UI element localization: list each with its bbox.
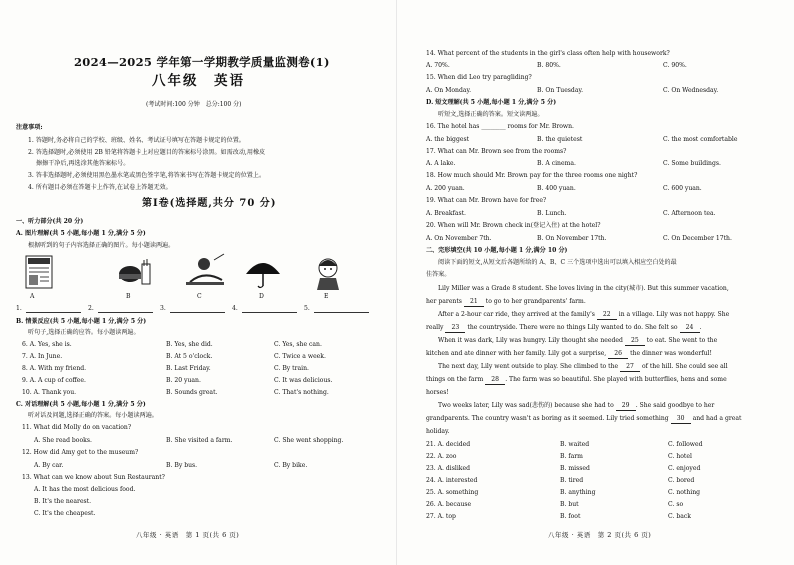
cloze-blank[interactable]: 25 [625, 337, 645, 346]
part-a-heading: A. 图片理解(共 5 小题,每小题 1 分,满分 5 分) [16, 230, 146, 237]
option-b: B. She visited a farm. [166, 437, 233, 444]
option-c: C. It's the cheapest. [34, 510, 96, 517]
part-a-instruction: 根据听到的句子内容选择正确的图片。每小题读两遍。 [28, 242, 175, 249]
picture-b-food [119, 259, 150, 284]
question: 16. The hotel has ________ rooms for Mr. Brown. [426, 123, 574, 130]
passage-line: After a 2-hour car ride, they arrived at the family's 22 in a village. Lily was not happy. She [438, 311, 730, 318]
answer-blank[interactable] [26, 312, 81, 313]
option-a: 7. A. In June. [22, 353, 63, 360]
picture-d-umbrella [246, 263, 280, 288]
option-a: 23. A. disliked [426, 465, 470, 472]
exam-title: 2024—2025 学年第一学期教学质量监测卷(1) [74, 55, 330, 69]
passage-line: holiday. [426, 428, 450, 435]
page-1 [8, 0, 388, 565]
picture-label: A [30, 293, 35, 300]
question: 18. How much should Mr. Brown pay for the three rooms one night? [426, 172, 638, 179]
option-c: C. hotel [668, 453, 692, 460]
notice-line: 1. 答题时,务必将自己的学校、班级、姓名、考试证号填写在答题卡规定的位置。 [28, 137, 245, 144]
notice-line: 4. 所有题目必须在答题卡上作答,在试卷上答题无效。 [28, 184, 172, 191]
listening-pictures [18, 252, 378, 292]
option-c: C. It was delicious. [274, 377, 333, 384]
option-c: C. nothing [668, 489, 701, 496]
option-a: 22. A. zoo [426, 453, 457, 460]
option-b: B. Sounds great. [166, 389, 218, 396]
option-a: 10. A. Thank you. [22, 389, 77, 396]
page-footer: 八年级 · 英语 第 1 页(共 6 页) [136, 531, 240, 539]
option-c: C. Some buildings. [663, 160, 721, 167]
option-a: 21. A. decided [426, 441, 471, 448]
option-c: C. That's nothing. [274, 389, 329, 396]
option-c: C. By train. [274, 365, 309, 372]
option-b: B. At 5 o'clock. [166, 353, 213, 360]
passage-line: her parents 21 to go to her grandparents' farm. [426, 298, 586, 305]
part-b-heading: B. 情景反应(共 5 小题,每小题 1 分,满分 5 分) [16, 318, 147, 325]
option-c: C. enjoyed [668, 465, 701, 472]
option-c: C. the most comfortable [663, 136, 738, 143]
option-b: B. On November 17th. [537, 235, 607, 242]
option-b: B. By bus. [166, 462, 198, 469]
option-c: C. bored [668, 477, 695, 484]
option-b: B. Last Friday. [166, 365, 211, 372]
section-title: 第Ⅰ卷(选择题,共分 70 分) [142, 198, 277, 209]
option-a: A. It has the most delicious food. [34, 486, 136, 493]
option-c: C. so [668, 501, 684, 508]
option-b: B. anything [560, 489, 596, 496]
page-divider [396, 0, 397, 565]
option-c: C. On December 17th. [663, 235, 732, 242]
option-c: C. Yes, she can. [274, 341, 322, 348]
option-a: A. A lake. [426, 160, 456, 167]
passage-line: Two weeks later, Lily was sad(悲伤的) because she had to 29 . She said goodbye to her [438, 402, 715, 409]
option-b: B. 80%. [537, 62, 561, 69]
option-b: B. Yes, she did. [166, 341, 213, 348]
cloze-blank[interactable]: 27 [620, 363, 640, 372]
picture-label: C [197, 293, 202, 300]
option-a: 8. A. With my friend. [22, 365, 87, 372]
option-b: B. A cinema. [537, 160, 576, 167]
picture-answer-label: 3. [160, 305, 166, 312]
cloze-blank[interactable]: 26 [608, 350, 628, 359]
option-b: B. Lunch. [537, 210, 567, 217]
answer-blank[interactable] [242, 312, 297, 313]
cloze-blank[interactable]: 29 [616, 402, 636, 411]
passage-line: things on the farm 28 . The farm was so beautiful. She played with butterflies, hens and some [426, 376, 727, 383]
option-b: B. 20 yuan. [166, 377, 201, 384]
page-2 [404, 0, 784, 565]
passage-line: horses! [426, 389, 449, 396]
option-c: C. 600 yuan. [663, 185, 702, 192]
option-c: C. Afternoon tea. [663, 210, 716, 217]
question: 13. What can we know about Sun Restaurant? [22, 474, 165, 481]
option-b: B. tired [560, 477, 584, 484]
option-a: A. On November 7th. [426, 235, 492, 242]
option-a: 27. A. top [426, 513, 456, 520]
passage-line: When it was dark, Lily was hungry. Lily thought she needed 25 to eat. She went to the [438, 337, 718, 344]
cloze-instruction: 阅读下面的短文,从短文后各题所给的 A、B、C 三个选项中选出可以填入相应空白处的最 [438, 259, 677, 266]
question: 14. What percent of the students in the girl's class often help with housework? [426, 50, 670, 57]
option-c: C. Twice a week. [274, 353, 326, 360]
picture-c-relaxing [186, 254, 224, 285]
answer-blank[interactable] [314, 312, 369, 313]
option-a: A. On Monday. [426, 87, 472, 94]
part-d-heading: D. 短文理解(共 5 小题,每小题 1 分,满分 5 分) [426, 99, 557, 106]
answer-blank[interactable] [170, 312, 225, 313]
listening-heading: 一、听力部分(共 20 分) [16, 218, 84, 225]
option-b: B. waited [560, 441, 590, 448]
option-b: B. but [560, 501, 579, 508]
option-b: B. the quietest [537, 136, 583, 143]
option-a: 9. A. A cup of coffee. [22, 377, 86, 384]
part-c-heading: C. 对话理解(共 5 小题,每小题 1 分,满分 5 分) [16, 401, 146, 408]
picture-label: B [126, 293, 131, 300]
option-a: A. By car. [34, 462, 64, 469]
part-c-instruction: 听对话及问题,选择正确的答案。每小题读两遍。 [28, 412, 158, 419]
option-c: C. By bike. [274, 462, 308, 469]
question: 17. What can Mr. Brown see from the rooms? [426, 148, 567, 155]
option-a: A. Breakfast. [426, 210, 466, 217]
option-a: 6. A. Yes, she is. [22, 341, 72, 348]
option-c: C. She went shopping. [274, 437, 344, 444]
exam-subtitle: 八年级 英语 [152, 73, 245, 89]
question: 11. What did Molly do on vacation? [22, 424, 132, 431]
question: 12. How did Amy get to the museum? [22, 449, 139, 456]
cloze-blank[interactable]: 30 [671, 415, 691, 424]
option-c: C. 90%. [663, 62, 687, 69]
passage-line: really 23 the countryside. There were no things Lily wanted to do. She felt so 24 . [426, 324, 702, 331]
picture-a-newspaper [26, 256, 52, 288]
cloze-instruction: 佳答案。 [426, 271, 451, 278]
option-a: 24. A. interested [426, 477, 478, 484]
picture-label: E [324, 293, 329, 300]
part-b-instruction: 听句子,选择正确的应答。每小题读两遍。 [28, 329, 140, 336]
notice-heading: 注意事项: [16, 124, 43, 131]
passage-line: kitchen and ate dinner with her family. Lily got a surprise, 26 the dinner was wonderful! [426, 350, 712, 357]
cloze-blank[interactable]: 24 [680, 324, 700, 333]
page-footer: 八年级 · 英语 第 2 页(共 6 页) [548, 531, 652, 539]
option-a: A. She read books. [34, 437, 92, 444]
passage-line: The next day, Lily went outside to play. She climbed to the 27 of the hill. She could see all [438, 363, 728, 370]
option-a: A. the biggest [426, 136, 470, 143]
option-b: B. 400 yuan. [537, 185, 576, 192]
option-c: C. followed [668, 441, 703, 448]
option-c: C. back [668, 513, 691, 520]
cloze-blank[interactable]: 23 [445, 324, 465, 333]
answer-blank[interactable] [98, 312, 153, 313]
cloze-blank[interactable]: 21 [464, 298, 484, 307]
option-b: B. It's the nearest. [34, 498, 92, 505]
picture-answer-label: 2. [88, 305, 94, 312]
option-b: B. foot [560, 513, 581, 520]
picture-answer-label: 1. [16, 305, 22, 312]
option-b: B. On Tuesday. [537, 87, 584, 94]
notice-line: 2. 答选择题时,必须使用 2B 铅笔将答题卡上对应题目的答案标号涂黑。如需改动,用橡皮 [28, 149, 266, 156]
option-b: B. farm [560, 453, 583, 460]
picture-e-girl [317, 259, 339, 290]
notice-line: 擦擦干净后,再选涂其他答案标号。 [36, 160, 130, 167]
option-a: A. 70%. [426, 62, 450, 69]
option-a: 26. A. because [426, 501, 472, 508]
picture-answer-label: 4. [232, 305, 238, 312]
picture-answer-label: 5. [304, 305, 310, 312]
question: 19. What can Mr. Brown have for free? [426, 197, 547, 204]
passage-line: Lily Miller was a Grade 8 student. She loves living in the city(城市). But this summer vacation, [438, 285, 729, 292]
option-a: 25. A. something [426, 489, 479, 496]
cloze-heading: 二、完形填空(共 10 小题,每小题 1 分,满分 10 分) [426, 247, 568, 254]
part-d-instruction: 听短文,选择正确的答案。短文读两遍。 [438, 111, 544, 118]
exam-info: (考试时间:100 分钟 总分:100 分) [146, 101, 242, 108]
cloze-blank[interactable]: 22 [597, 311, 617, 320]
question: 20. When will Mr. Brown check in(登记入住) at the hotel? [426, 222, 601, 229]
option-a: A. 200 yuan. [426, 185, 465, 192]
picture-label: D [259, 293, 264, 300]
notice-line: 3. 答非选择题时,必须使用黑色墨水笔或黑色签字笔,将答案书写在答题卡规定的位置上。 [28, 172, 266, 179]
option-c: C. On Wednesday. [663, 87, 719, 94]
passage-line: grandparents. The country wasn't as boring as it seemed. Lily tried something 30 and had a great [426, 415, 742, 422]
option-b: B. missed [560, 465, 590, 472]
question: 15. When did Leo try paragliding? [426, 74, 532, 81]
cloze-blank[interactable]: 28 [485, 376, 505, 385]
